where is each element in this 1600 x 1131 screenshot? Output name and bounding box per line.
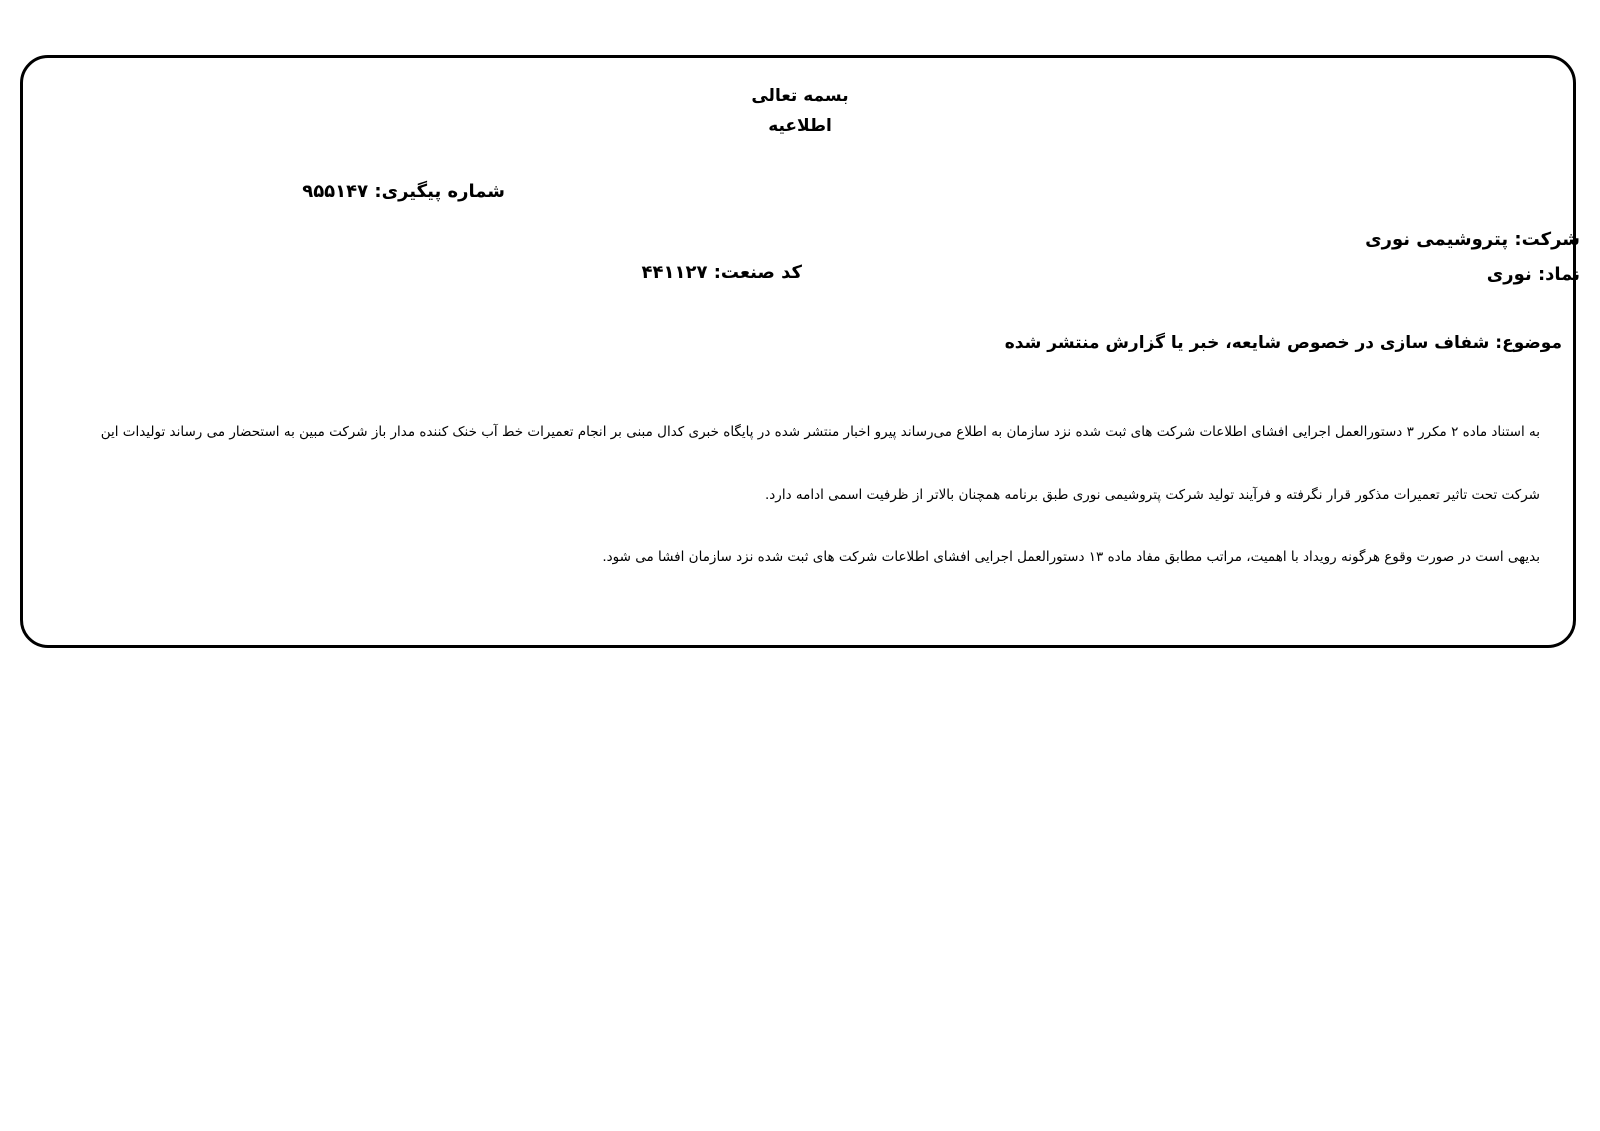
industry-code: کد صنعت: ۴۴۱۱۲۷ [641, 262, 802, 283]
company-name: شرکت: پتروشیمی نوری [1365, 229, 1580, 250]
body-paragraph-1: به استناد ماده ۲ مکرر ۳ دستورالعمل اجرایی افشای اطلاعات شرکت های ثبت شده نزد سازمان به اطلاع می‌رساند پیرو اخبار منتشر شده در پایگاه خبری کدال مبنی بر انجام تعمیرات خط آب خنک کننده مدار باز شرکت مبین به استحضار می رساند تولیدات این [100, 424, 1540, 440]
invocation-heading: بسمه تعالی [751, 86, 849, 106]
ticker-symbol: نماد: نوری [1486, 264, 1580, 285]
tracking-number: شماره پیگیری: ۹۵۵۱۴۷ [302, 181, 505, 202]
body-paragraph-2: شرکت تحت تاثیر تعمیرات مذکور قرار نگرفته و فرآیند تولید شرکت پتروشیمی نوری طبق برنامه همچنان بالاتر از ظرفیت اسمی ادامه دارد. [765, 487, 1540, 503]
subject-line: موضوع: شفاف سازی در خصوص شایعه، خبر یا گزارش منتشر شده [1004, 333, 1562, 353]
body-paragraph-3: بدیهی است در صورت وقوع هرگونه رویداد با اهمیت، مراتب مطابق مفاد ماده ۱۳ دستورالعمل اجرایی افشای اطلاعات شرکت های ثبت شده نزد سازمان افشا می شود. [602, 549, 1540, 565]
document-type-heading: اطلاعیه [768, 116, 832, 136]
